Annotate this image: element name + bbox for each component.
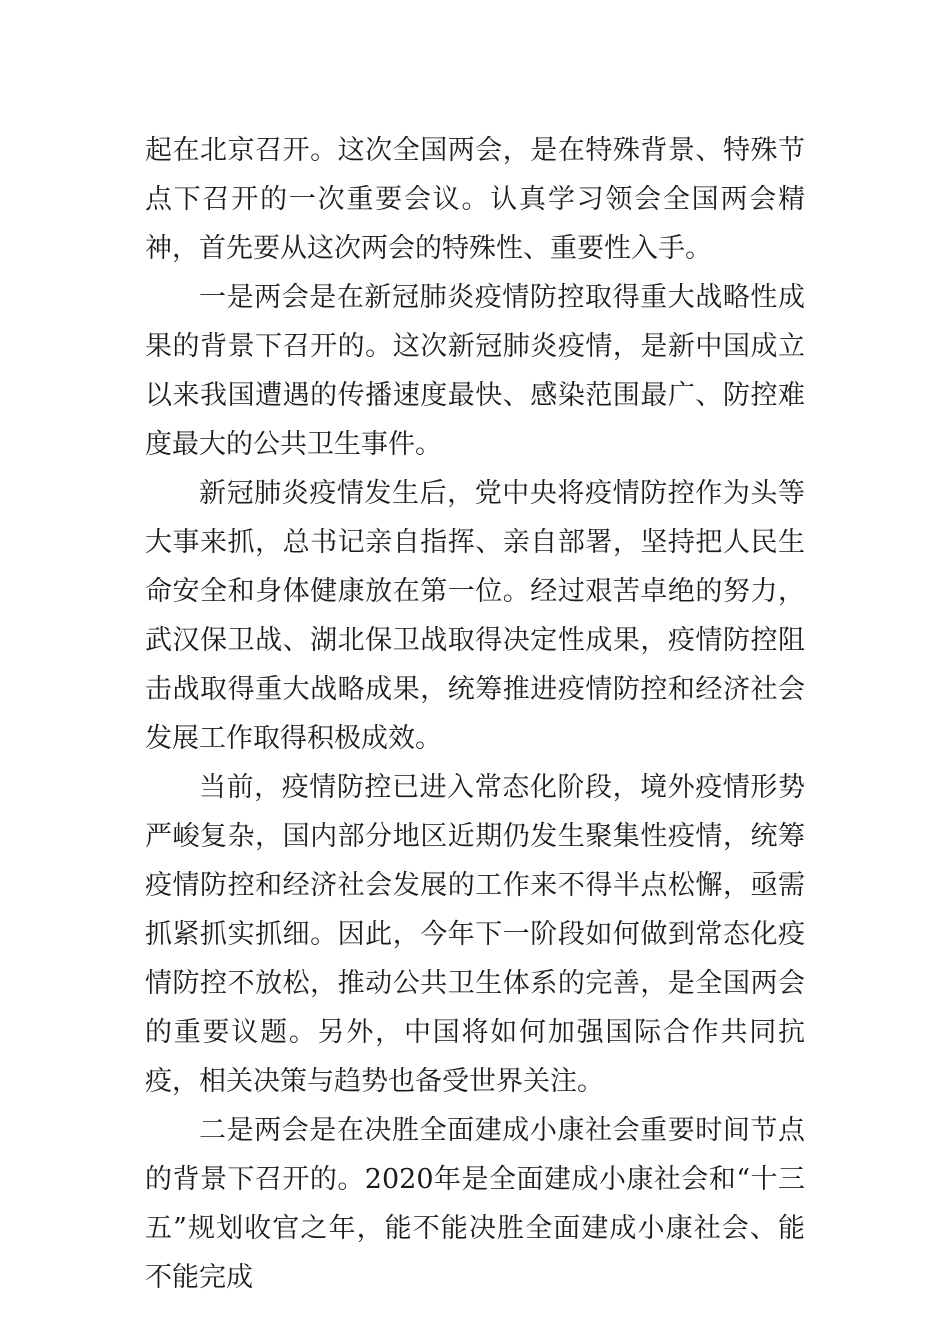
paragraph-1: 起在北京召开。这次全国两会，是在特殊背景、特殊节点下召开的一次重要会议。认真学习领会全国两会精神，首先要从这次两会的特殊性、重要性入手。 xyxy=(145,135,805,264)
document-body xyxy=(145,126,805,1302)
paragraph-4: 当前，疫情防控已进入常态化阶段，境外疫情形势严峻复杂，国内部分地区近期仍发生聚集性疫情，统筹疫情防控和经济社会发展的工作来不得半点松懈，亟需抓紧抓实抓细。因此，今年下一阶段如何做到常态化疫情防控不放松，推动公共卫生体系的完善，是全国两会的重要议题。另外，中国将如何加强国际合作共同抗疫，相关决策与趋势也备受世界关注。 xyxy=(145,772,805,1097)
paragraph-5: 二是两会是在决胜全面建成小康社会重要时间节点的背景下召开的。2020年是全面建成小康社会和“十三五”规划收官之年，能不能决胜全面建成小康社会、能不能完成 xyxy=(145,1115,805,1293)
paragraph-2: 一是两会是在新冠肺炎疫情防控取得重大战略性成果的背景下召开的。这次新冠肺炎疫情，是新中国成立以来我国遭遇的传播速度最快、感染范围最广、防控难度最大的公共卫生事件。 xyxy=(145,282,805,460)
paragraph-3: 新冠肺炎疫情发生后，党中央将疫情防控作为头等大事来抓，总书记亲自指挥、亲自部署，坚持把人民生命安全和身体健康放在第一位。经过艰苦卓绝的努力，武汉保卫战、湖北保卫战取得决定性成果，疫情防控阻击战取得重大战略成果，统筹推进疫情防控和经济社会发展工作取得积极成效。 xyxy=(145,478,805,754)
